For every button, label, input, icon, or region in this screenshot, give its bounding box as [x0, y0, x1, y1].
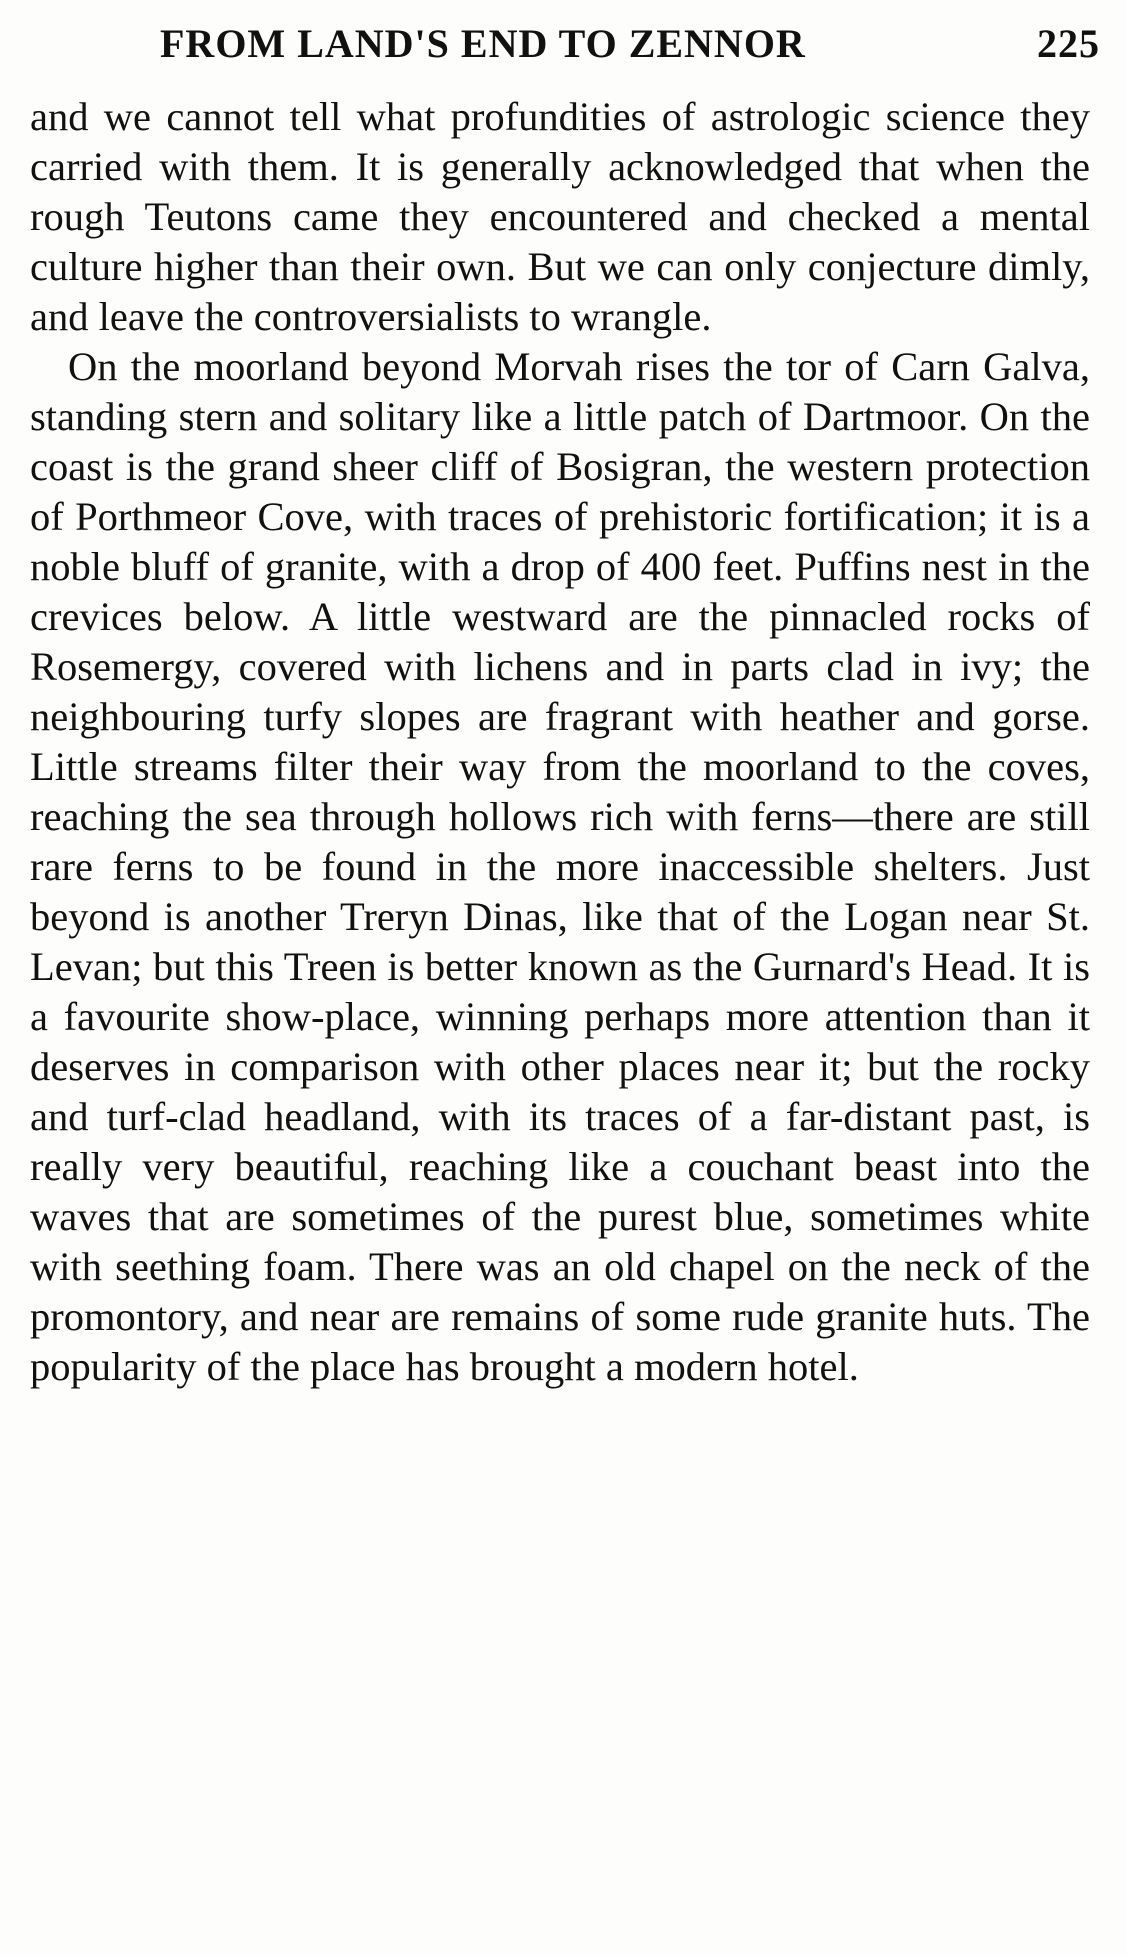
page-number: 225	[1037, 21, 1100, 66]
paragraph-continuation: and we cannot tell what profundities of astrologic science they carried with them. It is generally acknowledged that when the rough Teutons came they encountered and checked a mental culture higher than their own. But we can only conjecture dimly, and leave the controversialists to wrangle.	[30, 94, 1090, 339]
running-title: FROM LAND'S END TO ZENNOR	[160, 21, 806, 66]
running-head	[30, 20, 1100, 80]
paragraph-moorland: On the moorland beyond Morvah rises the tor of Carn Galva, standing stern and solitary like a little patch of Dartmoor. On the coast is the grand sheer cliff of Bosigran, the western protection of Porthmeor Cove, with traces of prehistoric fortification; it is a noble bluff of granite, with a drop of 400 feet. Puffins nest in the crevices below. A little westward are the pinnacled rocks of Rosemergy, covered with lichens and in parts clad in ivy; the neighbouring turfy slopes are fragrant with heather and gorse. Little streams filter their way from the moorland to the coves, reaching the sea through hollows rich with ferns—there are still rare ferns to be found in the more inaccessible shelters. Just beyond is another Treryn Dinas, like that of the Logan near St. Levan; but this Treen is better known as the Gurnard's Head. It is a favourite show-place, winning perhaps more attention than it deserves in comparison with other places near it; but the rocky and turf-clad headland, with its traces of a far-distant past, is really very beautiful, reaching like a couchant beast into the waves that are sometimes of the purest blue, sometimes white with seething foam. There was an old chapel on the neck of the promontory, and near are remains of some rude granite huts. The popularity of the place has brought a modern hotel.	[30, 344, 1090, 1389]
body-text	[30, 92, 1090, 1392]
